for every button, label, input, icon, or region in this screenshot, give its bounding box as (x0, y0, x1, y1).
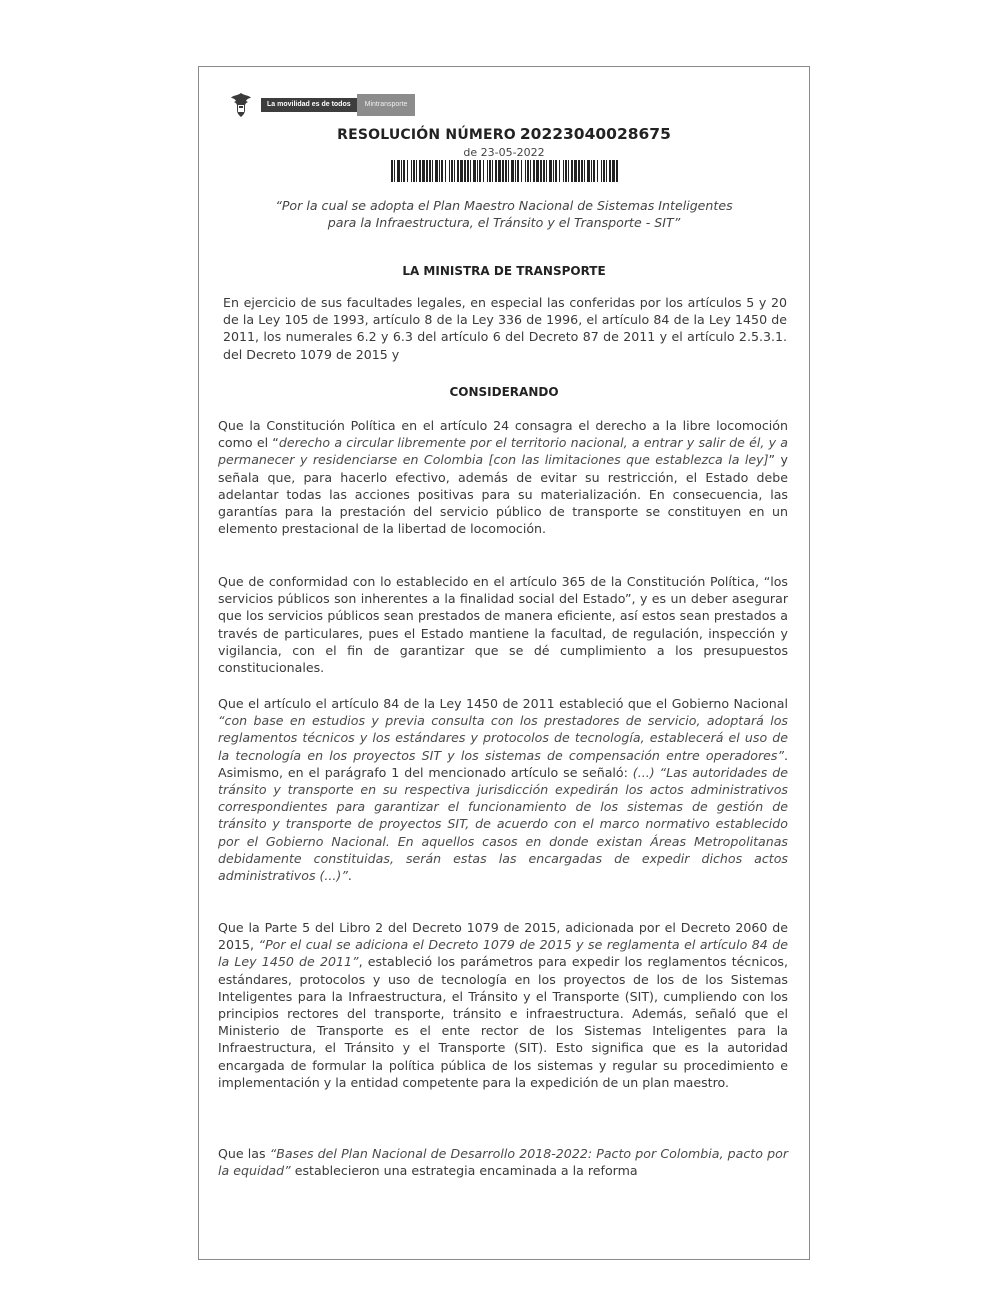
barcode-bar (543, 160, 545, 182)
resolution-subject (223, 197, 785, 231)
barcode-bar (603, 160, 605, 182)
barcode-bar (609, 160, 611, 182)
preamble-paragraph: En ejercicio de sus facultades legales, en especial las conferidas por los artículos 5 y 20 de la Ley 105 de 1993, artículo 8 de la Ley 336 de 1996, el artículo 84 de la Ley 1450 de 2011, los numerales 6.2 y 6.3 del artículo 6 del Decreto 87 de 2011 y el artículo 2.5.3.1. del Decreto 1079 de 2015 y (223, 295, 787, 362)
barcode-bar (426, 160, 428, 182)
paragraph-1: Que la Constitución Política en el artículo 24 consagra el derecho a la libre locomoción como el “derecho a circular libremente por el territorio nacional, a entrar y salir de él, y a permanecer y residenciarse en Colombia [con las limitaciones que establezca la ley]” y señala que, para hacerlo efectivo, además de evitar su restricción, el Estado debe adelantar todas las acciones positivas para su materialización. En consecuencia, las garantías para la prestación del servicio público de transporte se constituyen en un elemento prestacional de la libertad de locomoción. (218, 418, 788, 537)
barcode-bar (492, 160, 493, 182)
barcode-bar (568, 160, 569, 182)
barcode-bar (407, 160, 408, 182)
barcode-bar (540, 160, 542, 182)
paragraph-4: Que la Parte 5 del Libro 2 del Decreto 1079 de 2015, adicionada por el Decreto 2060 de 2015, “Por el cual se adiciona el Decreto 1079 de 2015 y se reglamenta el artículo 84 de la Ley 1450 de 2011”, estableció los parámetros para expedir los reglamentos técnicos, estándares, protocolos y uso de tecnología en los proyectos de los de los Sistemas Inteligentes para la Infraestructura, el Tránsito y el Transporte (SIT), cumpliendo con los principios rectores del transporte, tránsito e infraestructura. Además, señaló que el Ministerio de Transporte es el ente rector de los Sistemas Inteligentes para la Infraestructura, el Tránsito y el Transporte (SIT). Esto significa que es la autoridad encargada de formular la política pública de los sistemas y regular su procedimiento e implementación y la entidad competente para la expedición de un plan maestro. (218, 920, 788, 1090)
barcode-bar (508, 160, 509, 182)
paragraph-2: Que de conformidad con lo establecido en el artículo 365 de la Constitución Política, “los servicios públicos son inherentes a la finalidad social del Estado”, y es un deber asegurar que los servicios públicos sean prestados de manera eficiente, así estos sean prestados a través de particulares, pues el Estado mantiene la facultad, de regulación, inspección y vigilancia, con el fin de garantizar que se dé cumplimiento a los presupuestos constitucionales. (218, 574, 788, 676)
barcode-bar (578, 160, 580, 182)
barcode-bar (489, 160, 491, 182)
barcode-bar (403, 160, 405, 182)
barcode-bar (422, 160, 425, 182)
barcode-bar (411, 160, 412, 182)
barcode-bar (470, 160, 471, 182)
resolution-title (199, 124, 809, 143)
barcode-bar (483, 160, 484, 182)
subject-line-2: para la Infraestructura, el Tránsito y el Transporte - SIT” (327, 215, 681, 230)
barcode-bar (449, 160, 450, 182)
resolution-date: de 23-05-2022 (463, 146, 545, 159)
authority-heading: LA MINISTRA DE TRANSPORTE (402, 264, 606, 278)
barcode-bar (505, 160, 507, 182)
barcode-bar (521, 160, 522, 182)
barcode-bar (581, 160, 583, 182)
barcode-bar (473, 160, 476, 182)
letterhead (229, 91, 415, 119)
barcode-bar (397, 160, 400, 182)
barcode-bar (533, 160, 535, 182)
barcode-bar (563, 160, 564, 182)
barcode-bar (584, 160, 585, 182)
barcode-bar (457, 160, 459, 182)
barcode-bar (612, 160, 615, 182)
movilidad-logo: La movilidad es de todos (261, 98, 357, 112)
barcode-bar (606, 160, 607, 182)
barcode-bar (394, 160, 395, 182)
barcode-bar (511, 160, 514, 182)
barcode-bar (591, 160, 592, 182)
barcode-bar (530, 160, 531, 182)
barcode-bar (477, 160, 478, 182)
barcode-bar (479, 160, 481, 182)
barcode-bar (441, 160, 443, 182)
mintransporte-logo: Mintransporte (357, 94, 416, 116)
barcode-bar (401, 160, 402, 182)
resolution-label: RESOLUCIÓN NÚMERO (337, 127, 516, 143)
barcode-bar (460, 160, 463, 182)
coat-of-arms-icon (229, 92, 253, 118)
barcode-bar (601, 160, 602, 182)
barcode-bar (502, 160, 504, 182)
barcode-bar (571, 160, 573, 182)
barcode-bar (515, 160, 516, 182)
barcode-bar (454, 160, 455, 182)
barcode-bar (555, 160, 557, 182)
barcode-bar (616, 160, 618, 182)
barcode-bar (419, 160, 421, 182)
barcode (391, 160, 619, 182)
considerando-heading: CONSIDERANDO (449, 385, 559, 399)
barcode-bar (487, 160, 488, 182)
barcode-bar (451, 160, 453, 182)
paragraph-5: Que las “Bases del Plan Nacional de Desarrollo 2018-2022: Pacto por Colombia, pacto por la equidad” establecieron una estrategia encaminada a la reforma (218, 1146, 788, 1179)
barcode-bar (593, 160, 595, 182)
barcode-bar (416, 160, 417, 182)
barcode-bar (464, 160, 466, 182)
barcode-bar (536, 160, 539, 182)
barcode-bar (553, 160, 554, 182)
barcode-bar (435, 160, 438, 182)
barcode-bar (565, 160, 567, 182)
barcode-bar (495, 160, 497, 182)
barcode-bar (525, 160, 526, 182)
barcode-bar (559, 160, 560, 182)
resolution-number: 20223040028675 (519, 125, 671, 143)
barcode-bar (587, 160, 590, 182)
barcode-bar (549, 160, 552, 182)
barcode-bar (391, 160, 393, 182)
barcode-bar (597, 160, 598, 182)
barcode-bar (445, 160, 446, 182)
barcode-bar (527, 160, 529, 182)
barcode-bar (439, 160, 440, 182)
barcode-bar (467, 160, 469, 182)
document-page (198, 66, 810, 1260)
barcode-bar (517, 160, 519, 182)
paragraph-3: Que el artículo el artículo 84 de la Ley 1450 de 2011 estableció que el Gobierno Nacional “con base en estudios y previa consulta con los prestadores de servicio, adoptará los reglamentos técnicos y los estándares y protocolos de tecnología, establecerá el uso de la tecnología en los proyectos SIT y los sistemas de compensación entre operadores”. Asimismo, en el parágrafo 1 del mencionado artículo se señaló: (...) “Las autoridades de tránsito y transporte en su respectiva jurisdicción expedirán los actos administrativos correspondientes para garantizar el funcionamiento de los sistemas de gestión de tránsito y transporte de proyectos SIT, de acuerdo con el marco normativo establecido por el Gobierno Nacional. En aquellos casos en donde existan Áreas Metropolitanas debidamente constituidas, serán estas las encargadas de expedir dichos actos administrativos (...)”. (218, 696, 788, 884)
barcode-bar (546, 160, 547, 182)
subject-line-1: “Por la cual se adopta el Plan Maestro Nacional de Sistemas Inteligentes (275, 198, 733, 213)
barcode-bar (429, 160, 431, 182)
barcode-bar (432, 160, 433, 182)
barcode-bar (498, 160, 501, 182)
barcode-bar (574, 160, 577, 182)
barcode-bar (413, 160, 415, 182)
